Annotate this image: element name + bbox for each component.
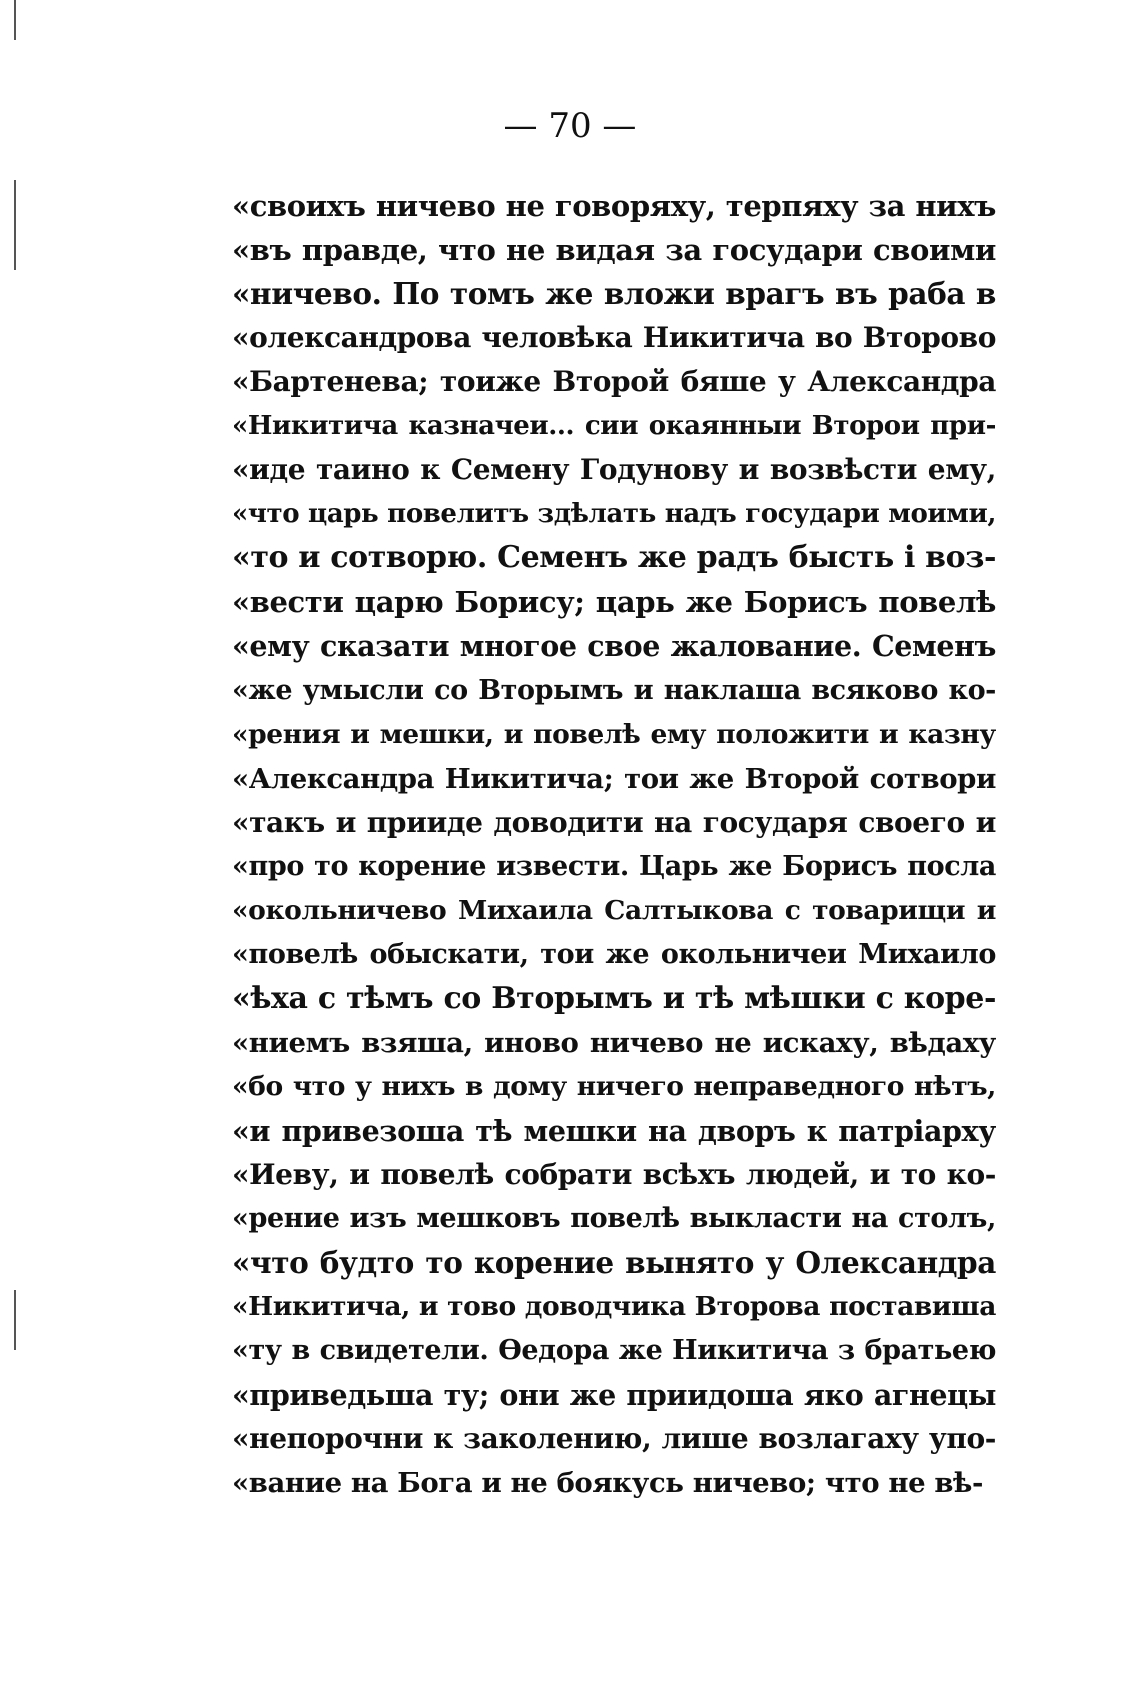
text-line: «олександрова человѣка Никитича во Второво — [232, 321, 996, 355]
left-margin-rule — [14, 180, 16, 270]
text-line: «Бартенева; тоиже Второй бяше у Александра — [232, 365, 996, 399]
text-line: «рения и мешки, и повелѣ ему положити и казну — [232, 718, 996, 750]
text-line: «такъ и прииде доводити на государя своего и — [232, 805, 996, 839]
text-line: «ѣха с тѣмъ со Вторымъ и тѣ мѣшки с коре- — [232, 980, 996, 1016]
text-line: «и привезоша тѣ мешки на дворъ к патріарху — [232, 1113, 996, 1148]
text-line: «приведьша ту; они же приидоша яко агнецы — [232, 1378, 996, 1413]
text-line: «Никитича, и тово доводчика Второва поставиша — [232, 1291, 996, 1323]
text-line: «же умысли со Вторымъ и наклаша всяково ко- — [232, 674, 996, 706]
body-text — [232, 184, 996, 1505]
text-line: «вести царю Борису; царь же Борисъ повелѣ — [232, 585, 996, 620]
text-line: «что будто то корение вынято у Олександра — [232, 1245, 996, 1281]
text-line: «иде таино к Семену Годунову и возвѣсти ему, — [232, 453, 996, 487]
left-margin-rule — [14, 0, 16, 40]
text-line: «что царь повелитъ здѣлать надъ государи моими, — [232, 499, 996, 530]
text-line: «Никитича казначеи... сии окаянныи Второи при- — [232, 411, 996, 442]
text-line: «ничево. По томъ же вложи врагъ въ раба в — [232, 276, 996, 312]
text-line: «ему сказати многое свое жалование. Семенъ — [232, 629, 996, 664]
text-line: «своихъ ничево не говоряху, терпяху за нихъ — [232, 189, 996, 223]
text-line: «непорочни к заколению, лише возлагаху упо- — [232, 1422, 996, 1456]
text-line: «ниемъ взяша, иново ничево не искаху, вѣдаху — [232, 1026, 996, 1059]
text-line: «въ правде, что не видая за государи своими — [232, 233, 996, 268]
text-line: «вание на Бога и не боякусь ничево; что не вѣ- — [232, 1467, 983, 1500]
page-number: — 70 — — [503, 106, 637, 146]
text-line: «ту в свидетели. Өедора же Никитича з братьею — [232, 1335, 996, 1367]
text-line: «Иеву, и повелѣ собрати всѣхъ людей, и то ко- — [232, 1158, 996, 1192]
text-line: «про то корение извести. Царь же Борисъ посла — [232, 850, 996, 882]
text-line: «окольничево Михаила Салтыкова с товарищи и — [232, 894, 996, 926]
text-line: «повелѣ обыскати, тои же окольничеи Михаило — [232, 938, 996, 970]
left-margin-rule — [14, 1290, 16, 1350]
text-line: «рение изъ мешковъ повелѣ выкласти на столъ, — [232, 1203, 996, 1235]
text-line: «бо что у нихъ в дому ничего неправедного нѣтъ, — [232, 1070, 996, 1102]
text-line: «то и сотворю. Семенъ же радъ бысть і воз- — [232, 540, 996, 576]
text-line: «Александра Никитича; тои же Второй сотвори — [232, 762, 996, 795]
